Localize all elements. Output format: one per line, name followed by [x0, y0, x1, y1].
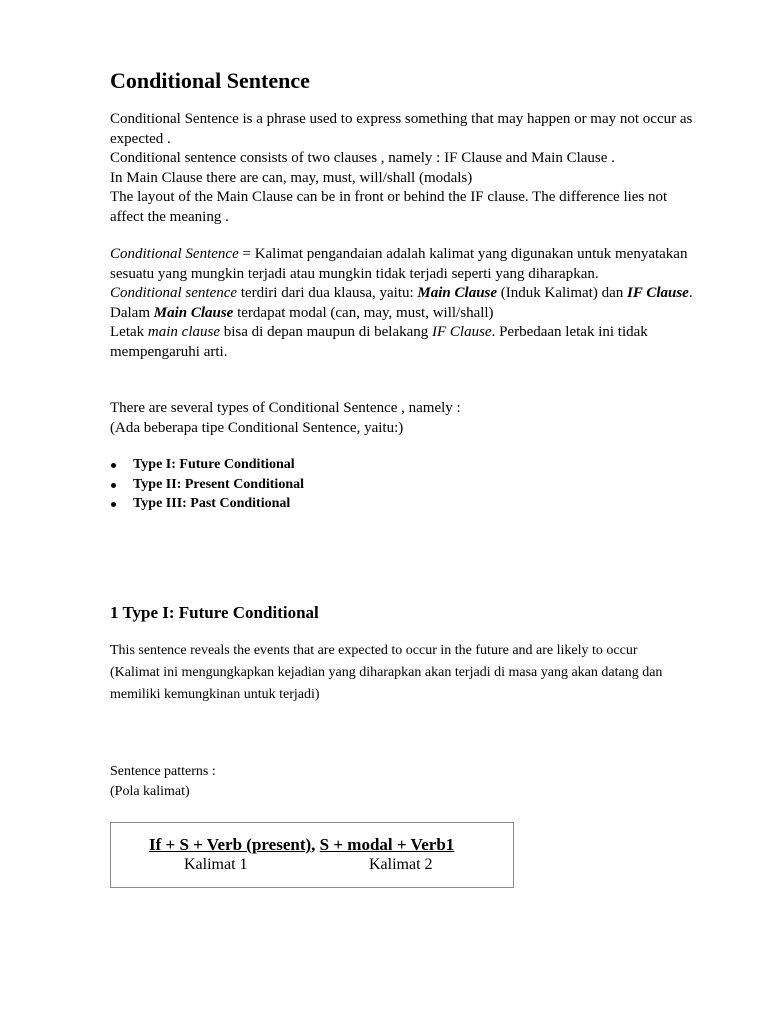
formula-if-clause: If + S + Verb (present) — [149, 835, 312, 854]
intro-id-text: Dalam — [110, 304, 154, 321]
intro-id-text: terdapat modal (can, may, must, will/shall) — [233, 304, 494, 321]
types-intro — [110, 399, 700, 438]
formula-separator: , — [311, 835, 320, 854]
intro-id-text: Letak — [110, 324, 148, 340]
formula-box — [110, 822, 514, 888]
intro-en-line-2: Conditional sentence consists of two clauses , namely : IF Clause and Main Clause . — [110, 150, 615, 166]
section-heading: 1 Type I: Future Conditional — [110, 603, 319, 622]
list-item: Type I: Future Conditional — [110, 455, 304, 475]
intro-id-text: terdiri dari dua klausa, yaitu: — [237, 285, 418, 301]
intro-id-text: . — [688, 285, 693, 301]
patterns-label-en: Sentence patterns : — [110, 764, 216, 779]
term-bold-italic: Main Clause — [417, 285, 498, 301]
intro-id-text: = Kalimat pengandaian adalah kalimat yang digunakan untuk menyatakan sesuatu yang mungkin terjadi atau mungkin tidak terjadi seperti yang diharapkan. — [110, 246, 688, 282]
formula-label-1: Kalimat 1 — [184, 856, 248, 873]
section-desc-id: (Kalimat ini mengungkapkan kejadian yang diharapkan akan terjadi di masa yang akan datang dan memiliki kemungkinan untuk terjadi) — [110, 665, 663, 702]
section-desc-en: This sentence reveals the events that are expected to occur in the future and are likely to occur — [110, 643, 638, 658]
list-item: Type III: Past Conditional — [110, 494, 304, 514]
types-list — [110, 455, 304, 514]
intro-en-line-3: In Main Clause there are can, may, must, will/shall (modals) — [110, 169, 473, 186]
term-italic: IF Clause — [432, 324, 492, 340]
intro-id-text: (Induk Kalimat) dan — [497, 285, 627, 301]
intro-en-line-4: The layout of the Main Clause can be in front or behind the IF clause. The difference lies not affect the meaning . — [110, 189, 668, 225]
patterns-label-id: (Pola kalimat) — [110, 783, 190, 799]
intro-en-line-1: Conditional Sentence is a phrase used to express something that may happen or may not occur as expected . — [110, 111, 693, 147]
formula-main-clause: S + modal + Verb1 — [319, 835, 455, 854]
intro-id-line-1 — [110, 245, 700, 284]
types-intro-en: There are several types of Conditional Sentence , namely : — [110, 400, 461, 416]
page-title: Conditional Sentence — [110, 68, 310, 93]
intro-id-text: . Perbedaan letak ini tidak mempengaruhi arti. — [110, 324, 648, 360]
term-bold-italic: IF Clause — [627, 285, 689, 301]
term-italic: Conditional sentence — [110, 285, 238, 301]
formula-label-2: Kalimat 2 — [369, 856, 433, 873]
formula — [149, 835, 454, 855]
term-italic: Conditional Sentence — [110, 246, 239, 262]
types-intro-id: (Ada beberapa tipe Conditional Sentence, yaitu:) — [110, 419, 404, 436]
intro-id-line-2 — [110, 284, 700, 304]
patterns-label — [110, 762, 216, 801]
section-description — [110, 640, 705, 706]
intro-id-text: bisa di depan maupun di belakang — [219, 324, 433, 340]
intro-id-line-4 — [110, 323, 700, 362]
term-italic: main clause — [147, 324, 220, 340]
intro-english — [110, 110, 700, 227]
term-bold-italic: Main Clause — [153, 304, 234, 321]
intro-id-line-3 — [110, 304, 700, 324]
intro-indonesian — [110, 245, 700, 362]
list-item: Type II: Present Conditional — [110, 475, 304, 495]
